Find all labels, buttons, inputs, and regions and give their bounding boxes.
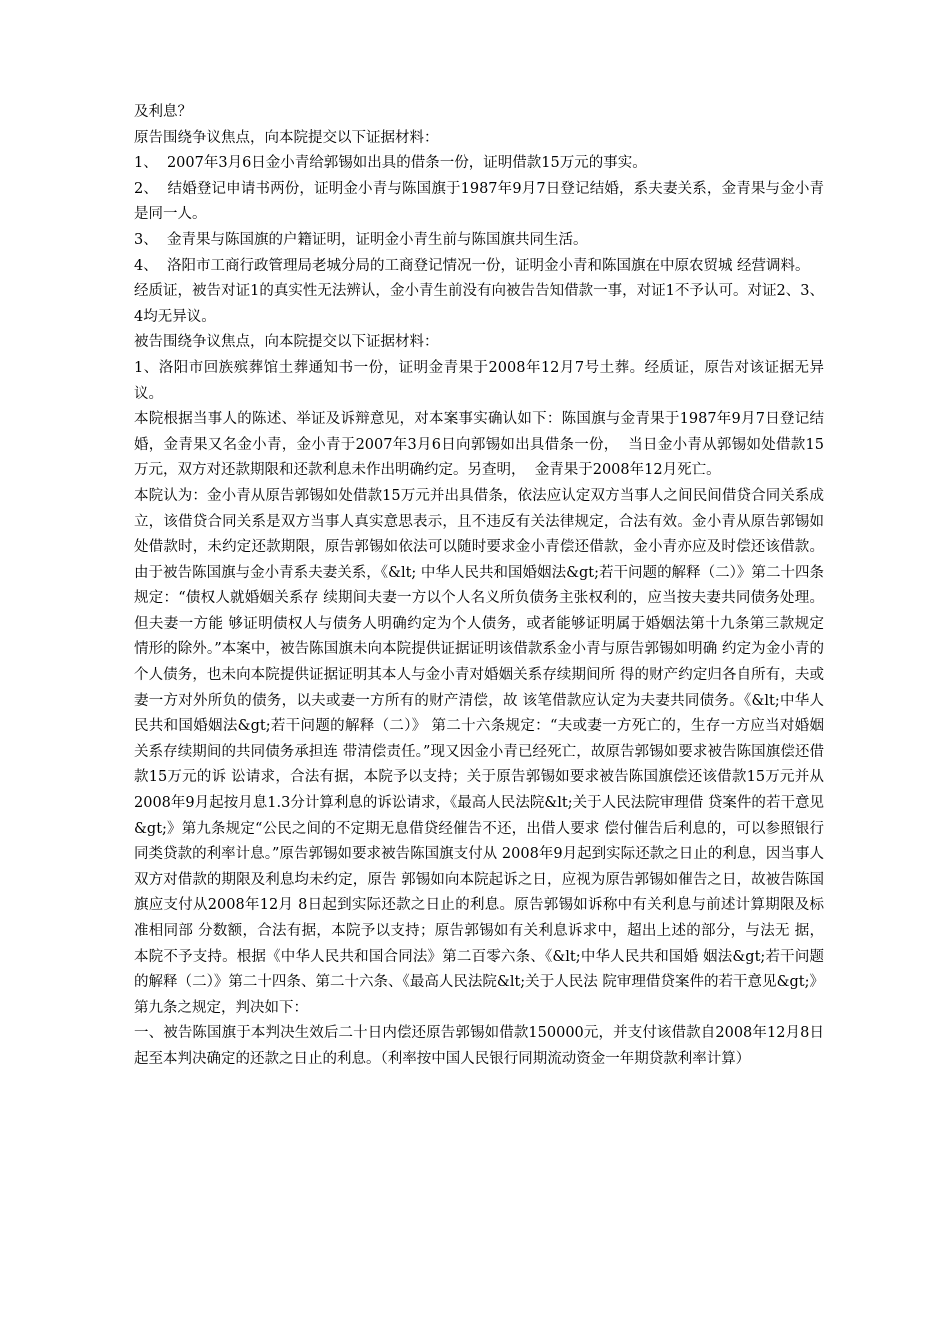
paragraph-plaintiff-evidence-1: 1、 2007年3月6日金小青给郭锡如出具的借条一份，证明借款15万元的事实。 bbox=[134, 155, 647, 172]
paragraph-court-opinion: 本院认为：金小青从原告郭锡如处借款15万元并出具借条，依法应认定双方当事人之间民间借贷合同关系成立，该借贷合同关系是双方当事人真实意思表示，且不违反有关法律规定，合法有效。金小青从原告郭锡如处借款时，未约定还款期限，原告郭锡如依法可以随时要求金小青偿还借款，金小青亦应及时偿还该借款。由于被告陈国旗与金小青系夫妻关系，《&lt; 中华人民共和国婚姻法&gt;若干问题的解释（二）》第二十四条规定：“债权人就婚姻关系存 续期间夫妻一方以个人名义所负债务主张权利的，应当按夫妻共同债务处理。但夫妻一方能 够证明债权人与债务人明确约定为个人债务，或者能够证明属于婚姻法第十九条第三款规定 情形的除外。”本案中，被告陈国旗未向本院提供证据证明该借款系金小青与原告郭锡如明确 约定为金小青的个人债务，也未向本院提供证据证明其本人与金小青对婚姻关系存续期间所 得的财产约定归各自所有，夫或妻一方对外所负的债务，以夫或妻一方所有的财产清偿，故 该笔借款应认定为夫妻共同债务。《&lt;中华人民共和国婚姻法&gt;若干问题的解释（二）》 第二十六条规定：“夫或妻一方死亡的，生存一方应当对婚姻关系存续期间的共同债务承担连 带清偿责任。”现又因金小青已经死亡，故原告郭锡如要求被告陈国旗偿还借款15万元的诉 讼请求，合法有据，本院予以支持；关于原告郭锡如要求被告陈国旗偿还该借款15万元并从 2008年9月起按月息1.3分计算利息的诉讼请求，《最高人民法院&lt;关于人民法院审理借 贷案件的若干意见&gt;》第九条规定“公民之间的不定期无息借贷经催告不还，出借人要求 偿付催告后利息的，可以参照银行同类贷款的利率计息。”原告郭锡如要求被告陈国旗支付从 2008年9月起到实际还款之日止的利息，因当事人双方对借款的期限及利息均未约定，原告 郭锡如向本院起诉之日，应视为原告郭锡如催告之日，故被告陈国旗应支付从2008年12月 8日起到实际还款之日止的利息。原告郭锡如诉称中有关利息与前述计算期限及标准相同部 分数额，合法有据，本院予以支持；原告郭锡如有关利息诉求中，超出上述的部分，与法无 据，本院不予支持。根据《中华人民共和国合同法》第二百零六条、《&lt;中华人民共和国婚 姻法&gt;若干问题的解释（二）》第二十四条、第二十六条、《最高人民法院&lt;关于人民法 院审理借贷案件的若干意见&gt;》第九条之规定，判决如下： bbox=[134, 487, 829, 1016]
paragraph-plaintiff-evidence-2: 2、 结婚登记申请书两份，证明金小青与陈国旗于1987年9月7日登记结婚，系夫妻关系，金青果与金小青是同一人。 bbox=[134, 180, 824, 223]
paragraph-facts-found: 本院根据当事人的陈述、举证及诉辩意见，对本案事实确认如下：陈国旗与金青果于1987年9月7日登记结婚，金青果又名金小青，金小青于2007年3月6日向郭锡如出具借条一份， 当日金小青从郭锡如处借款15万元，双方对还款期限和还款利息未作出明确约定。另查明， 金青果于2008年12月死亡。 bbox=[134, 411, 824, 479]
paragraph-cross-examination-defendant: 经质证，被告对证1的真实性无法辨认，金小青生前没有向被告告知借款一事，对证1不予认可。对证2、3、4均无异议。 bbox=[134, 283, 824, 325]
paragraph-plaintiff-evidence-intro: 原告围绕争议焦点，向本院提交以下证据材料： bbox=[134, 129, 439, 146]
paragraph-judgment-item-1: 一、被告陈国旗于本判决生效后二十日内偿还原告郭锡如借款150000元，并支付该借款自2008年12月8日起至本判决确定的还款之日止的利息。（利率按中国人民银行同期流动资金一年期贷款利率计算） bbox=[134, 1025, 824, 1067]
paragraph-plaintiff-evidence-4: 4、 洛阳市工商行政管理局老城分局的工商登记情况一份，证明金小青和陈国旗在中原农贸城 经营调料。 bbox=[134, 257, 810, 274]
paragraph-plaintiff-evidence-3: 3、 金青果与陈国旗的户籍证明，证明金小青生前与陈国旗共同生活。 bbox=[134, 231, 588, 248]
paragraph-defendant-evidence-intro: 被告围绕争议焦点，向本院提交以下证据材料： bbox=[134, 334, 439, 351]
paragraph-defendant-evidence-1: 1、洛阳市回族殡葬馆土葬通知书一份，证明金青果于2008年12月7号土葬。经质证，原告对该证据无异议。 bbox=[134, 359, 824, 402]
judgment-text-body bbox=[134, 100, 829, 1073]
paragraph-question-interest: 及利息？ bbox=[134, 104, 192, 120]
